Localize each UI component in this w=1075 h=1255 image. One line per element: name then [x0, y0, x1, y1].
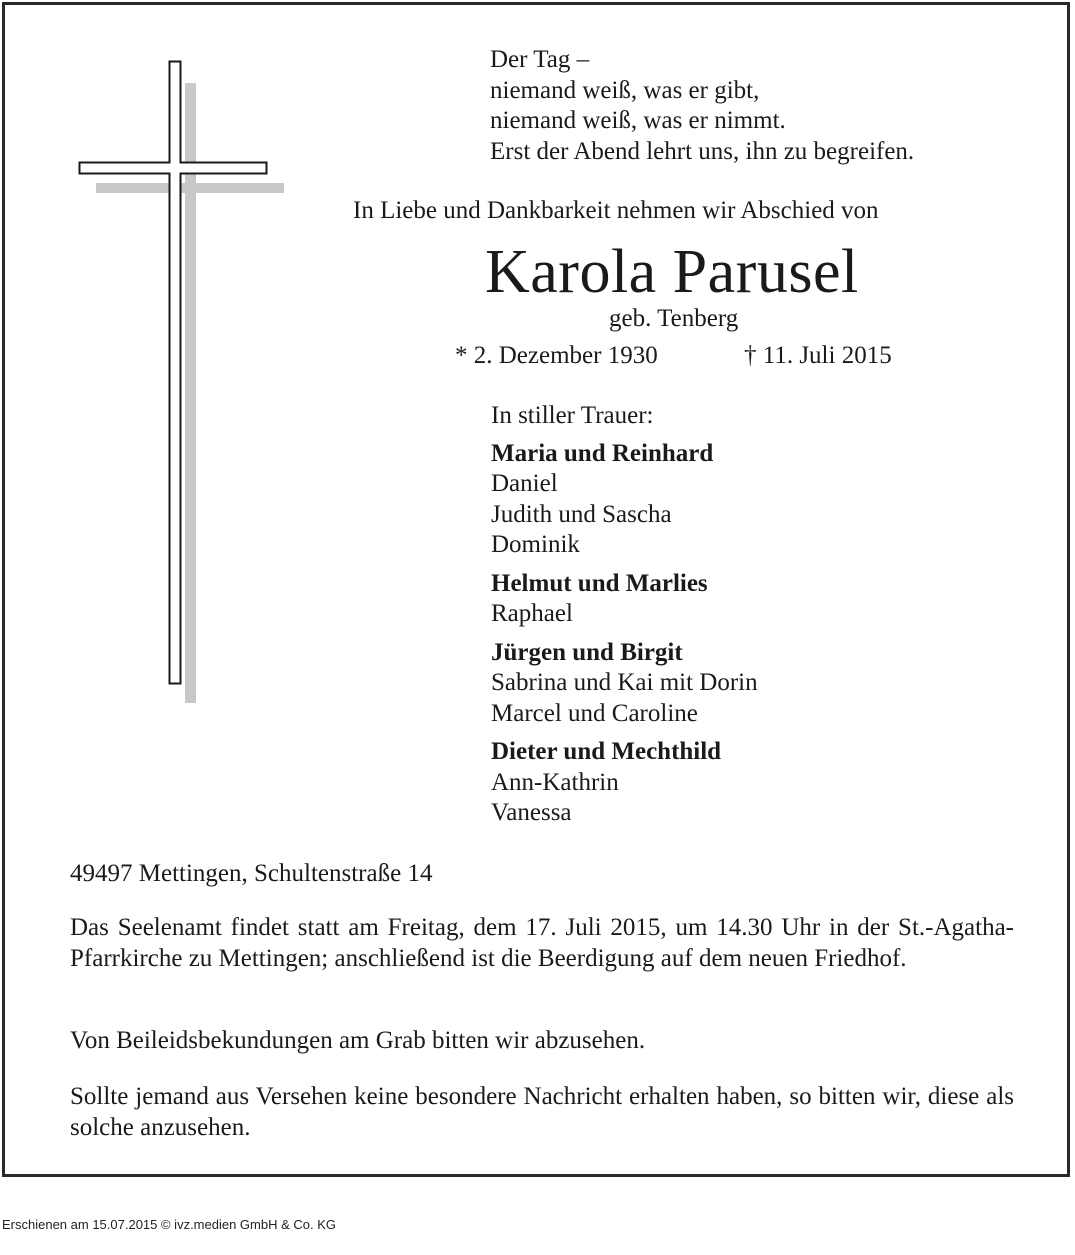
- mourner-member: Ann-Kathrin: [491, 768, 619, 796]
- mourner-member: Daniel: [491, 470, 558, 497]
- publication-footer: Erschienen am 15.07.2015 © ivz.medien GmbH & Co. KG: [2, 1217, 337, 1232]
- mourner-member: Marcel und Caroline: [491, 699, 698, 727]
- cross-icon: [5, 5, 305, 725]
- mourner-group-head: Helmut und Marlies: [491, 569, 708, 597]
- birth-date: * 2. Dezember 1930: [455, 342, 658, 369]
- mourner-member: Dominik: [491, 531, 580, 558]
- poem-line: niemand weiß, was er gibt,: [490, 76, 760, 104]
- poem: [490, 45, 914, 167]
- mourners-list: [491, 401, 758, 837]
- mourner-member: Vanessa: [491, 799, 572, 826]
- mourner-group: [491, 737, 758, 829]
- poem-line: Erst der Abend lehrt uns, ihn zu begreifen.: [490, 137, 915, 165]
- mourner-group: [491, 439, 758, 561]
- farewell-intro: In Liebe und Dankbarkeit nehmen wir Abschied von: [353, 197, 879, 224]
- mourner-member: Judith und Sascha: [491, 500, 672, 528]
- maiden-name: geb. Tenberg: [609, 305, 739, 332]
- mourner-member: Raphael: [491, 600, 573, 627]
- family-address: 49497 Mettingen, Schultenstraße 14: [70, 860, 433, 887]
- notice-paragraph: Sollte jemand aus Versehen keine besondere Nachricht erhalten haben, so bitten wir, diese als solche anzusehen.: [70, 1083, 1014, 1141]
- condolence-note: Von Beileidsbekundungen am Grab bitten wir abzusehen.: [70, 1027, 646, 1054]
- death-date: † 11. Juli 2015: [744, 342, 892, 369]
- mourners-heading: In stiller Trauer:: [491, 402, 654, 429]
- obituary-frame: [2, 2, 1070, 1177]
- deceased-name: Karola Parusel: [485, 238, 859, 306]
- mourner-group-head: Dieter und Mechthild: [491, 738, 722, 765]
- poem-line: Der Tag –: [490, 46, 590, 73]
- mourner-group: [491, 638, 758, 730]
- mourner-member: Sabrina und Kai mit Dorin: [491, 669, 758, 696]
- mourner-group-head: Jürgen und Birgit: [491, 638, 683, 666]
- poem-line: niemand weiß, was er nimmt.: [490, 107, 786, 134]
- mourner-group: [491, 569, 758, 630]
- funeral-service-paragraph: Das Seelenamt findet statt am Freitag, dem 17. Juli 2015, um 14.30 Uhr in der St.-Agatha-Pfarrkirche zu Mettingen; anschließend ist die Beerdigung auf dem neuen Friedhof.: [70, 914, 1014, 972]
- mourner-group-head: Maria und Reinhard: [491, 439, 714, 467]
